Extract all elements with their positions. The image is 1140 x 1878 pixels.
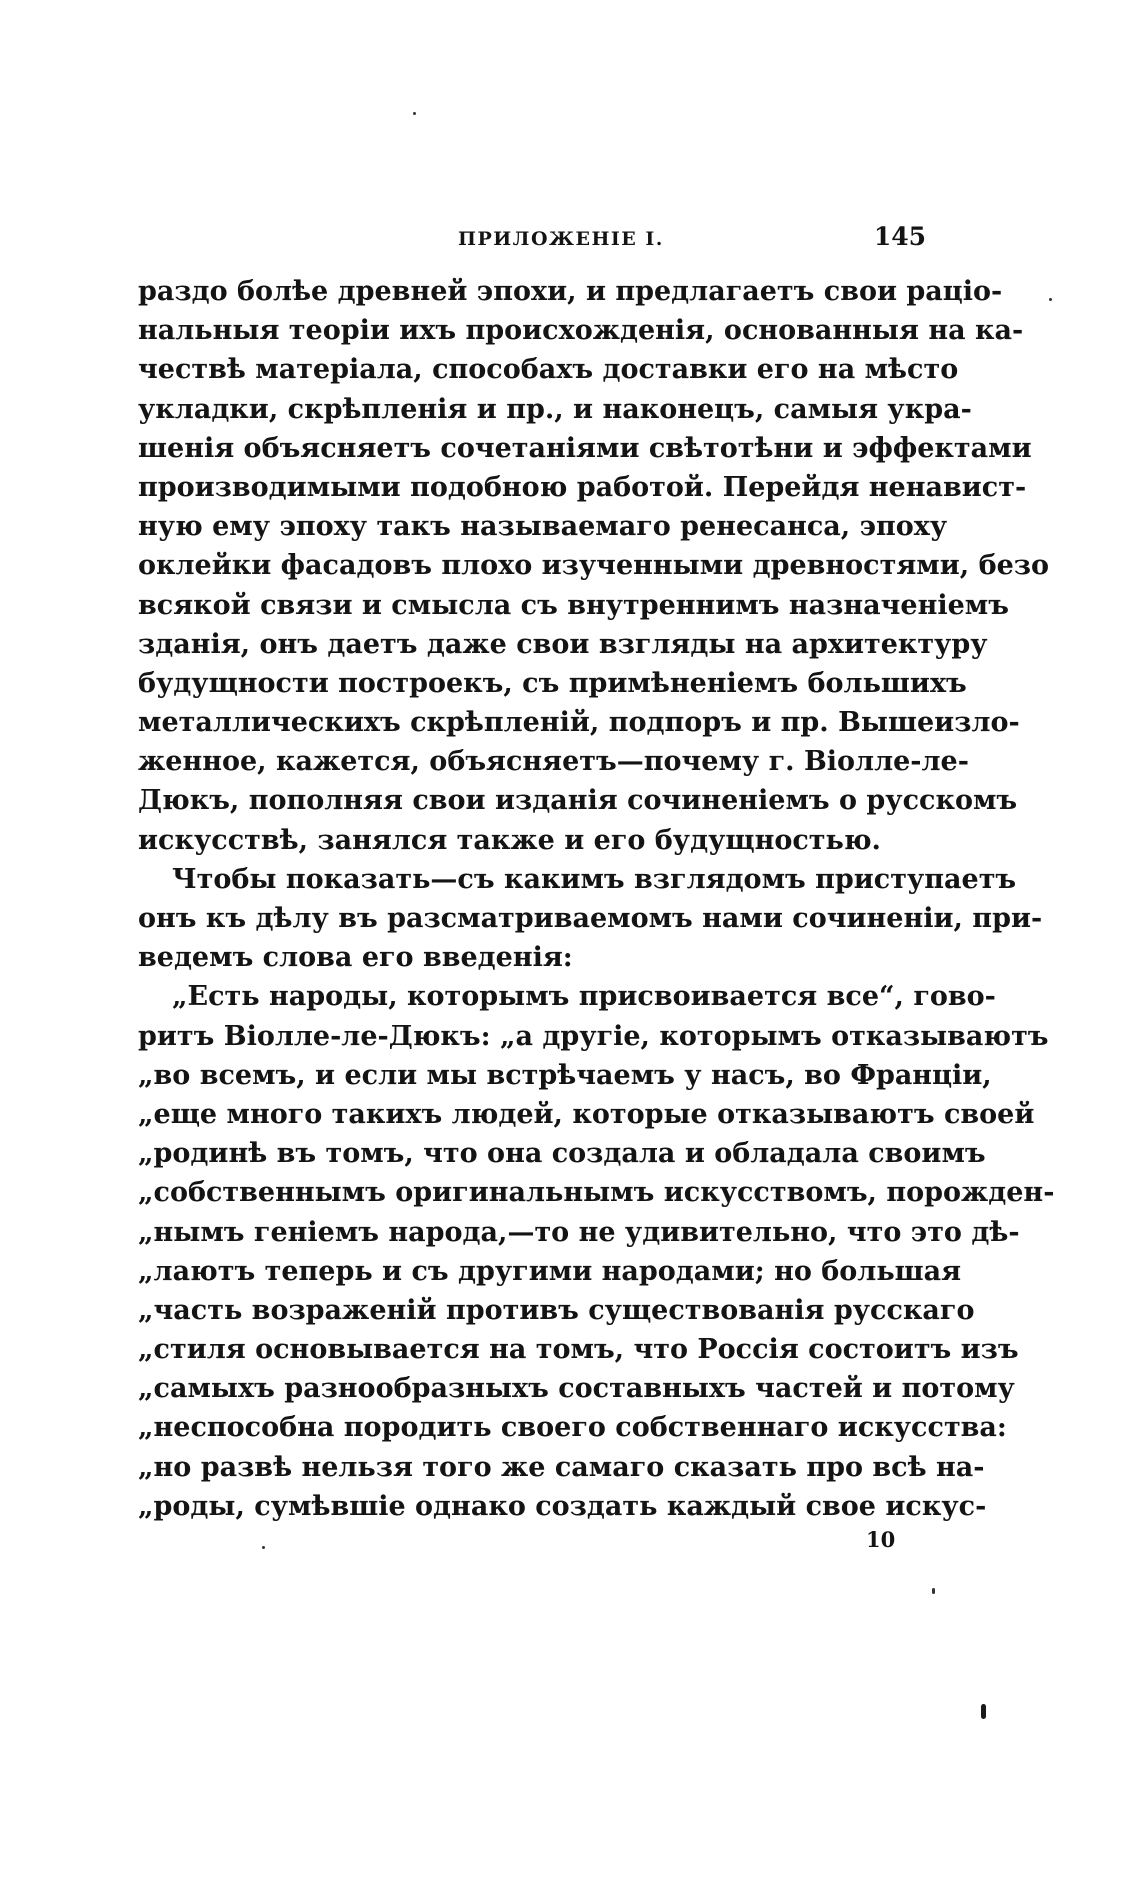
text-line: „собственнымъ оригинальнымъ искусствомъ, порожден-: [138, 1177, 1055, 1209]
scan-speck: [981, 1704, 986, 1719]
text-line: „Есть народы, которымъ присвоивается все“, гово-: [172, 981, 996, 1013]
text-line: „но развѣ нельзя того же самаго сказать про всѣ на-: [138, 1451, 985, 1483]
text-line: „самыхъ разнообразныхъ составныхъ частей и потому: [138, 1373, 1015, 1405]
signature-mark: 10: [866, 1527, 896, 1552]
page-number: 145: [873, 222, 926, 251]
text-line: производимыми подобною работой. Перейдя ненавист-: [138, 471, 1027, 503]
text-line: „неспособна породить своего собственнаго искусства:: [138, 1412, 1007, 1444]
text-line: „лаютъ теперь и съ другими народами; но большая: [138, 1255, 962, 1287]
scan-speck: [262, 1546, 265, 1549]
text-line: „часть возраженій противъ существованія русскаго: [138, 1294, 975, 1326]
text-line: зданія, онъ даетъ даже свои взгляды на архитектуру: [138, 628, 988, 660]
scan-speck: [1049, 298, 1052, 301]
text-line: ритъ Віолле-ле-Дюкъ: „а другіе, которымъ отказываютъ: [138, 1020, 1049, 1052]
text-line: чествѣ матеріала, способахъ доставки его на мѣсто: [138, 354, 959, 386]
text-line: ведемъ слова его введенія:: [138, 942, 573, 974]
text-line: укладки, скрѣпленія и пр., и наконецъ, самыя укра-: [138, 393, 972, 425]
text-line: „нымъ геніемъ народа,—то не удивительно, что это дѣ-: [138, 1216, 1020, 1248]
text-line: „еще много такихъ людей, которые отказываютъ своей: [138, 1098, 1035, 1130]
text-line: оклейки фасадовъ плохо изученными древностями, безо: [138, 550, 1049, 582]
text-line: раздо болѣе древней эпохи, и предлагаетъ свои раціо-: [138, 276, 1003, 307]
text-line: металлическихъ скрѣпленій, подпоръ и пр. Вышеизло-: [138, 707, 1020, 739]
page-header: [138, 222, 926, 262]
text-line: всякой связи и смысла съ внутреннимъ назначеніемъ: [138, 589, 1009, 621]
scan-speck: [413, 112, 416, 115]
text-line: ную ему эпоху такъ называемаго ренесанса, эпоху: [138, 511, 948, 543]
text-line: онъ къ дѣлу въ разсматриваемомъ нами сочиненіи, при-: [138, 903, 1043, 934]
text-line: нальныя теоріи ихъ происхожденія, основанныя на ка-: [138, 315, 1024, 347]
scan-speck: [932, 1588, 935, 1594]
text-line: „роды, сумѣвшіе однако создать каждый свое искус-: [138, 1490, 987, 1522]
text-line: искусствѣ, занялся также и его будущностью.: [138, 824, 881, 856]
text-line: будущности построекъ, съ примѣненіемъ большихъ: [138, 667, 967, 699]
text-line: „во всемъ, и если мы встрѣчаемъ у насъ, во Франціи,: [138, 1059, 992, 1091]
text-line: „стиля основывается на томъ, что Россія состоитъ изъ: [138, 1334, 1019, 1366]
text-line: Чтобы показать—съ какимъ взглядомъ приступаетъ: [172, 863, 1017, 895]
body-text: [138, 272, 1055, 1526]
text-line: шенія объясняетъ сочетаніями свѣтотѣни и эффектами: [138, 432, 1032, 464]
text-line: женное, кажется, объясняетъ—почему г. Віолле-ле-: [138, 746, 969, 778]
text-line: Дюкъ, пополняя свои изданія сочиненіемъ о русскомъ: [138, 785, 1018, 817]
running-head: ПРИЛОЖЕНІЕ I.: [458, 228, 664, 250]
text-line: „родинѣ въ томъ, что она создала и обладала своимъ: [138, 1138, 986, 1170]
